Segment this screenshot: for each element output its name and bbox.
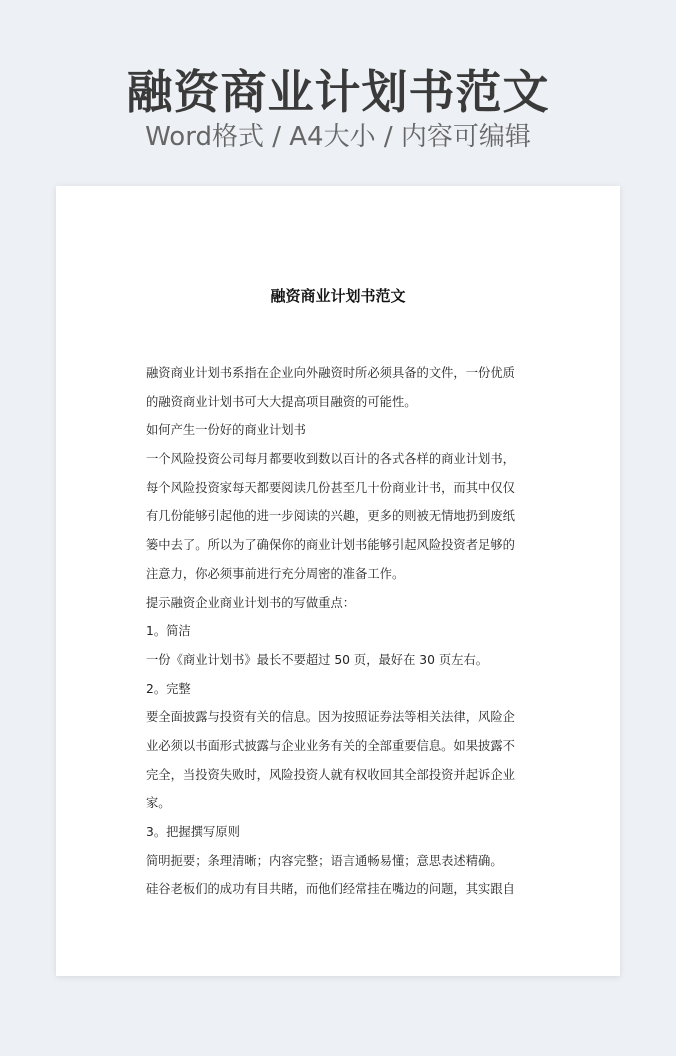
- document-line: 家。: [146, 796, 171, 811]
- document-heading: 3。把握撰写原则: [146, 825, 240, 839]
- document-line: 每个风险投资家每天都要阅读几份甚至几十份商业计书，而其中仅仅: [146, 480, 515, 495]
- document-heading: 2。完整: [146, 681, 191, 696]
- document-line: 注意力，你必须事前进行充分周密的准备工作。: [146, 566, 405, 581]
- document-heading: 如何产生一份好的商业计划书: [146, 423, 306, 438]
- document-heading: 提示融资企业商业计划书的写做重点：: [146, 595, 356, 610]
- page-subtitle: Word格式 / A4大小 / 内容可编辑: [145, 122, 531, 152]
- document-line: 有几份能够引起他的进一步阅读的兴趣，更多的则被无情地扔到废纸: [146, 509, 515, 524]
- document-title: 融资商业计划书范文: [270, 287, 406, 305]
- document-heading: 1。简洁: [146, 624, 191, 639]
- document-line: 硅谷老板们的成功有目共睹，而他们经常挂在嘴边的问题，其实跟自: [146, 882, 515, 897]
- document-line: 简明扼要；条理清晰；内容完整；语言通畅易懂；意思表述精确。: [146, 853, 503, 868]
- document-line: 业必须以书面形式披露与企业业务有关的全部重要信息。如果披露不: [146, 738, 515, 753]
- document-line: 的融资商业计划书可大大提高项目融资的可能性。: [146, 394, 417, 409]
- document-line: 完全，当投资失败时，风险投资人就有权收回其全部投资并起诉企业: [146, 767, 515, 782]
- document-line: 一份《商业计划书》最长不要超过 50 页，最好在 30 页左右。: [146, 652, 489, 667]
- document-body: [146, 359, 532, 904]
- document-line: 篓中去了。所以为了确保你的商业计划书能够引起风险投资者足够的: [146, 538, 515, 553]
- document-page: [56, 186, 620, 976]
- document-line: 要全面披露与投资有关的信息。因为按照证券法等相关法律，风险企: [146, 710, 515, 725]
- document-line: 融资商业计划书系指在企业向外融资时所必须具备的文件，一份优质: [146, 366, 515, 380]
- document-line: 一个风险投资公司每月都要收到数以百计的各式各样的商业计划书，: [146, 452, 515, 467]
- page-title: 融资商业计划书范文: [126, 65, 550, 119]
